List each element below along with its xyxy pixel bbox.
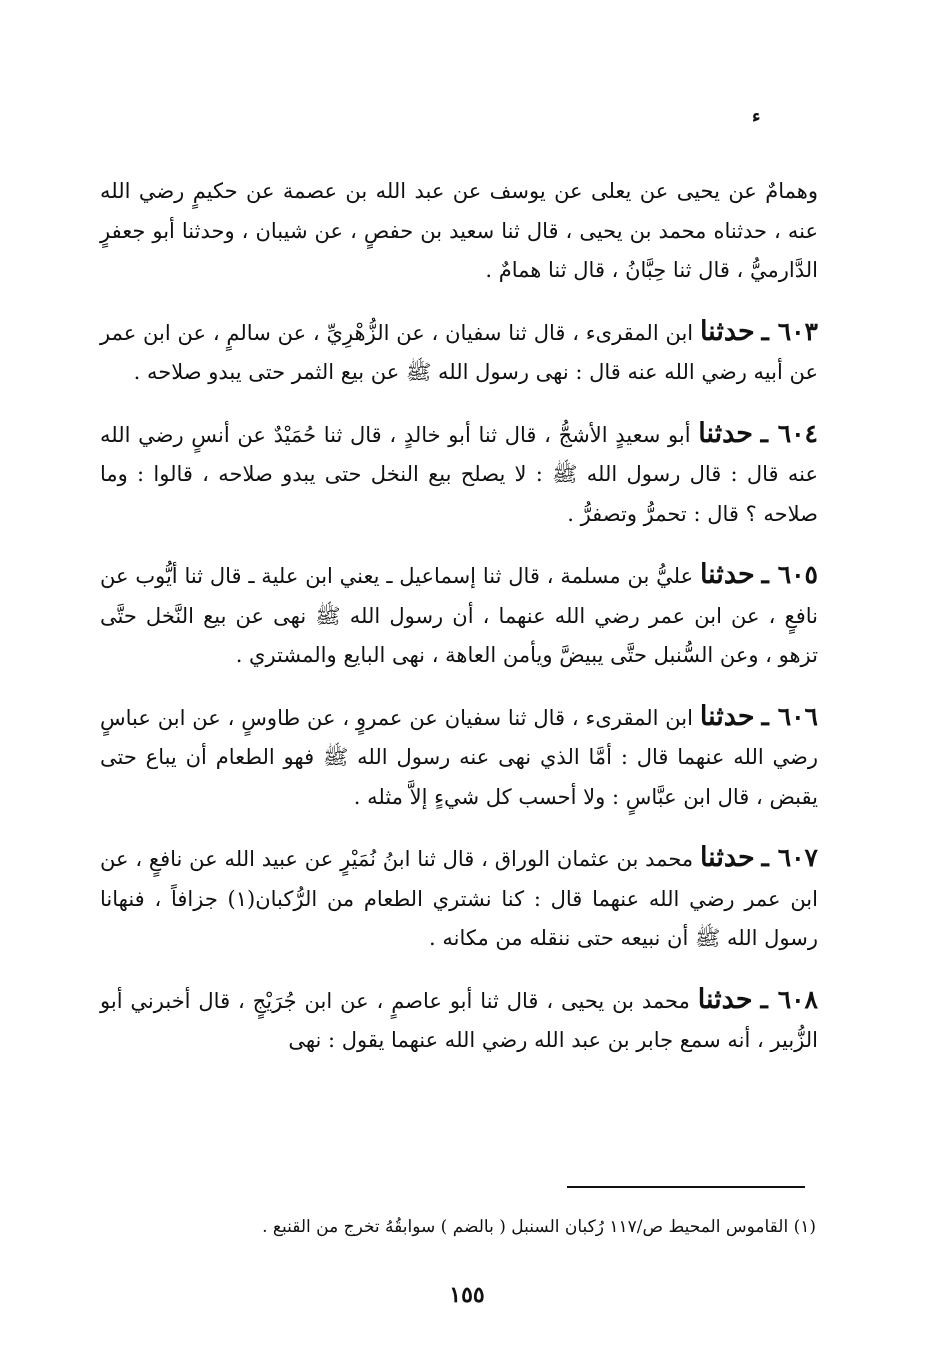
hadith-604 — [100, 414, 818, 535]
footnote-divider — [567, 1186, 805, 1188]
hadith-number: ٦٠٧ ـ — [761, 843, 818, 872]
hadith-keyword: حدثنا — [698, 417, 753, 449]
hadith-text: محمد بن عثمان الوراق ، قال ثنا ابنُ نُمَيْرٍ عن عبيد الله عن نافعٍ ، عن ابن عمر رضي الله عنهما قال : كنا نشتري الطعام من الرُّكبان(١) جزافاً ، فنهانا رسول الله ﷺ أن نبيعه حتى ننقله من مكانه . — [100, 847, 818, 950]
hadith-605 — [100, 555, 818, 676]
hadith-number: ٦٠٤ ـ — [760, 418, 818, 448]
hadith-text: أبو سعيدٍ الأشجُّ ، قال ثنا أبو خالدٍ ، قال ثنا حُمَيْدٌ عن أنسٍ رضي الله عنه قال : قال رسول الله ﷺ : لا يصلح بيع النخل حتى يبدو صلاحه ، قالوا : وما صلاحه ؟ قال : تحمرُّ وتصفرُّ . — [100, 422, 818, 526]
footnote: (١) القاموس المحيط ص/١١٧ رُكبان السنبل ( بالضم ) سوابقُهُ تخرج من القنبع . — [262, 1217, 816, 1237]
hadith-number: ٦٠٣ ـ — [761, 316, 818, 346]
hadith-608 — [100, 980, 818, 1061]
hadith-606 — [100, 697, 818, 818]
hadith-keyword: حدثنا — [699, 315, 755, 347]
hadith-text: عليُّ بن مسلمة ، قال ثنا إسماعيل ـ يعني ابن علية ـ قال ثنا أيُّوب عن نافعٍ ، عن ابن عمر رضي الله عنهما ، أن رسول الله ﷺ نهى عن بيع النَّخل حتَّى تزهو ، وعن السُّنبل حتَّى يبيضَّ ويأمن العاهة ، نهى البايع والمشتري . — [100, 564, 818, 667]
paragraph-text: وهمامٌ عن يحيى عن يعلى عن يوسف عن عبد الله بن عصمة عن حكيمٍ رضي الله عنه ، حدثناه محمد بن يحيى ، قال ثنا سعيد بن حفصٍ ، عن شيبان ، وحدثنا أبو جعفرٍ الدَّارميُّ ، قال ثنا حِبَّانُ ، قال ثنا همامٌ . — [100, 179, 818, 282]
main-text — [100, 172, 818, 1082]
hadith-607 — [100, 838, 818, 959]
hadith-number: ٦٠٨ ـ — [760, 984, 818, 1014]
hadith-603 — [100, 312, 818, 393]
hadith-keyword: حدثنا — [699, 700, 755, 732]
hadith-text: ابن المقرىء ، قال ثنا سفيان ، عن الزُّهْرِيِّ ، عن سالمٍ ، عن ابن عمر عن أبيه رضي الله عنه قال : نهى رسول الله ﷺ عن بيع الثمر حتى يبدو صلاحه . — [100, 320, 818, 384]
hadith-keyword: حدثنا — [699, 559, 755, 590]
hadith-text: ابن المقرىء ، قال ثنا سفيان عن عمروٍ ، عن طاوسٍ ، عن ابن عباسٍ رضي الله عنهما قال : أمَّا الذي نهى عنه رسول الله ﷺ فهو الطعام أن يباع حتى يقبض ، قال ابن عبَّاسٍ : ولا أحسب كل شيءٍ إلاَّ مثله . — [100, 705, 818, 809]
top-mark: ء — [752, 106, 761, 127]
hadith-keyword: حدثنا — [697, 983, 753, 1015]
hadith-text: محمد بن يحيى ، قال ثنا أبو عاصمٍ ، عن ابن جُرَيْجٍ ، قال أخبرني أبو الزُّبير ، أنه سمع جابر بن عبد الله رضي الله عنهما يقول : نهى — [100, 988, 818, 1052]
paragraph-continuation — [100, 172, 818, 291]
hadith-number: ٦٠٥ ـ — [761, 560, 818, 589]
page-number: ١٥٥ — [449, 1282, 485, 1308]
hadith-keyword: حدثنا — [699, 842, 755, 873]
hadith-number: ٦٠٦ ـ — [761, 701, 818, 731]
